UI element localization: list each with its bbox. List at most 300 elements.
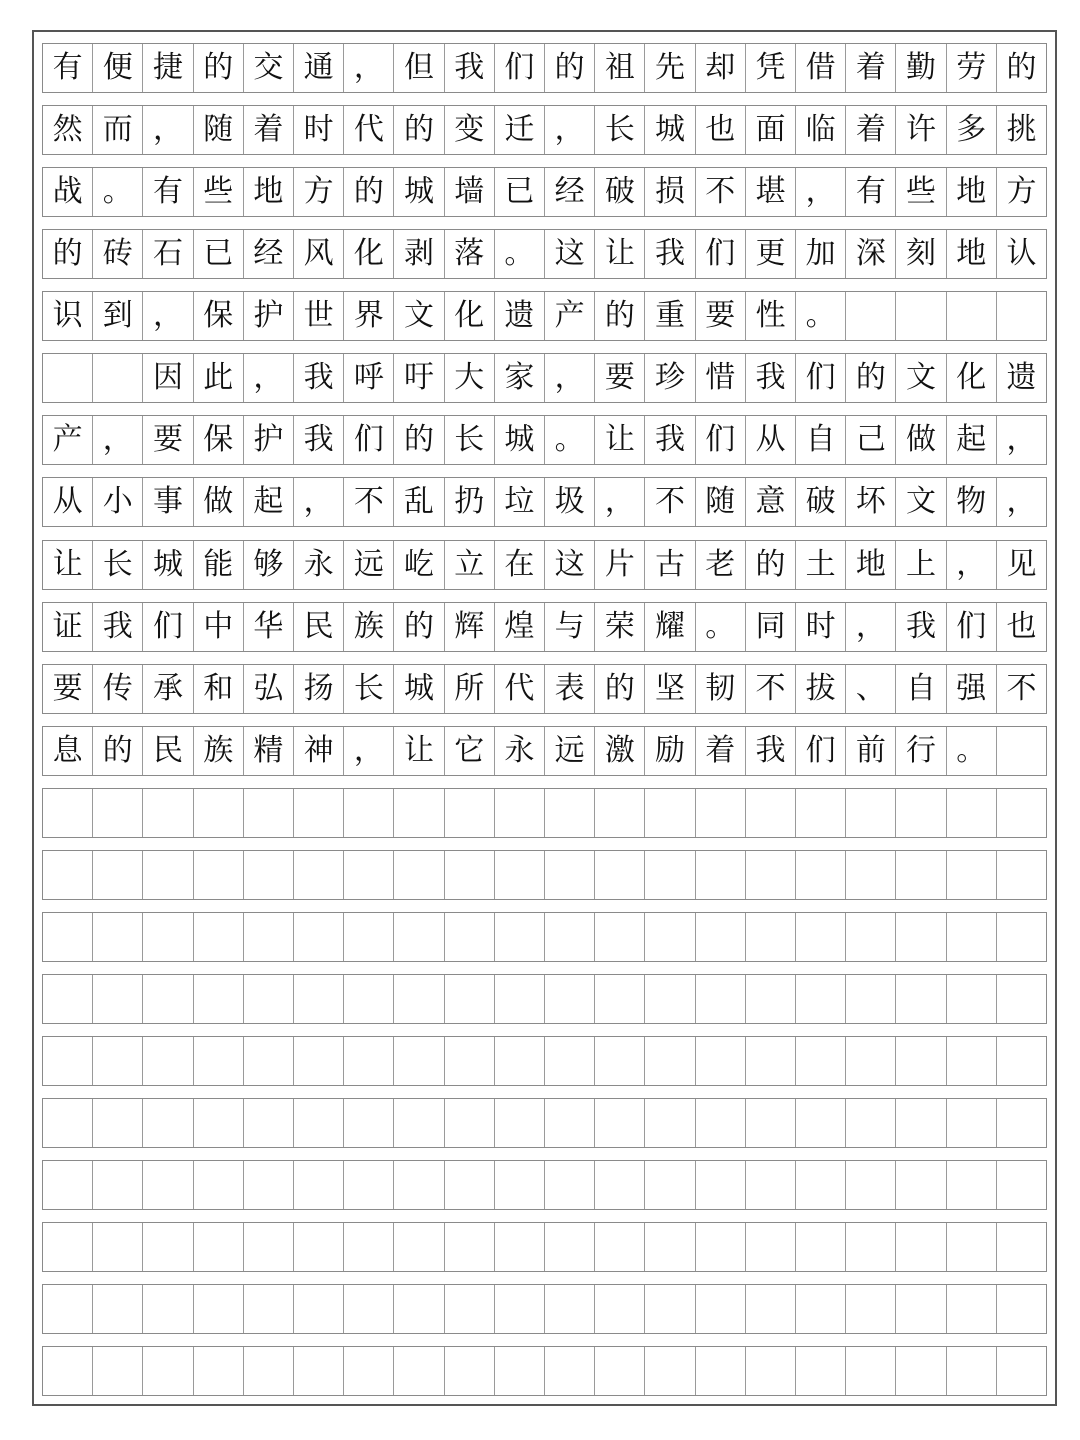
grid-cell [696, 1037, 746, 1085]
grid-cell [294, 1347, 344, 1395]
grid-cell [93, 1223, 143, 1271]
grid-cell: ， [947, 541, 997, 589]
grid-cell [947, 1161, 997, 1209]
grid-cell: 所 [445, 665, 495, 713]
grid-cell [896, 789, 946, 837]
grid-cell: 强 [947, 665, 997, 713]
grid-cell: 能 [194, 541, 244, 589]
grid-cell [194, 1161, 244, 1209]
grid-cell [545, 1223, 595, 1271]
grid-cell [997, 851, 1046, 899]
grid-cell [796, 789, 846, 837]
grid-cell [796, 1223, 846, 1271]
grid-cell [696, 975, 746, 1023]
grid-cell: 我 [445, 44, 495, 92]
grid-cell: 、 [846, 665, 896, 713]
grid-cell [344, 1285, 394, 1333]
grid-cell: 与 [545, 603, 595, 651]
grid-cell: 不 [696, 168, 746, 216]
grid-cell: 的 [595, 292, 645, 340]
grid-cell [194, 913, 244, 961]
grid-cell [645, 913, 695, 961]
grid-cell: 前 [846, 727, 896, 775]
grid-cell [947, 292, 997, 340]
grid-cell: 护 [244, 416, 294, 464]
grid-cell [997, 292, 1046, 340]
grid-cell [143, 1037, 193, 1085]
grid-cell [344, 1347, 394, 1395]
grid-row [42, 167, 1047, 217]
grid-cell: ， [344, 44, 394, 92]
grid-cell: 见 [1006, 547, 1037, 582]
grid-cell [495, 1223, 545, 1271]
grid-cell: 已 [495, 168, 545, 216]
grid-cell: 随 [194, 106, 244, 154]
grid-cell: 。 [545, 416, 595, 464]
grid-row [42, 850, 1047, 900]
grid-cell: 许 [896, 106, 946, 154]
grid-cell [645, 1347, 695, 1395]
grid-cell: 坏 [846, 478, 896, 526]
grid-cell: 的 [595, 665, 645, 713]
grid-cell: 。 [796, 292, 846, 340]
grid-row [42, 788, 1047, 838]
grid-cell [696, 1099, 746, 1147]
grid-cell: 承 [143, 665, 193, 713]
grid-cell [143, 1223, 193, 1271]
grid-cell: 不 [1006, 671, 1037, 706]
grid-cell: 古 [645, 541, 695, 589]
grid-cell [645, 1223, 695, 1271]
grid-cell [344, 789, 394, 837]
grid-cell: 要 [696, 292, 746, 340]
grid-cell: 地 [947, 230, 997, 278]
grid-row [42, 415, 1047, 465]
grid-row [42, 602, 1047, 652]
grid-cell [93, 913, 143, 961]
grid-cell [746, 1223, 796, 1271]
grid-cell: 扬 [294, 665, 344, 713]
grid-cell [394, 789, 444, 837]
grid-cell: 老 [696, 541, 746, 589]
grid-cell [294, 1161, 344, 1209]
grid-cell: 堪 [746, 168, 796, 216]
grid-cell [796, 1099, 846, 1147]
grid-cell: 护 [244, 292, 294, 340]
grid-row [42, 43, 1047, 93]
grid-cell [394, 1285, 444, 1333]
grid-cell: 文 [896, 478, 946, 526]
grid-row [42, 1222, 1047, 1272]
grid-cell [896, 1347, 946, 1395]
grid-cell [93, 1347, 143, 1395]
grid-row [42, 726, 1047, 776]
grid-cell [846, 1347, 896, 1395]
grid-cell: 行 [896, 727, 946, 775]
grid-cell: 的 [43, 230, 93, 278]
grid-cell: 的 [545, 44, 595, 92]
grid-cell [93, 975, 143, 1023]
grid-cell [394, 1161, 444, 1209]
grid-cell [796, 1161, 846, 1209]
grid-cell: 圾 [545, 478, 595, 526]
grid-cell [696, 1347, 746, 1395]
grid-cell: 让 [394, 727, 444, 775]
grid-cell: 遗 [495, 292, 545, 340]
grid-cell [194, 1285, 244, 1333]
grid-cell [997, 1037, 1046, 1085]
grid-cell: 方 [294, 168, 344, 216]
grid-cell: 有 [143, 168, 193, 216]
grid-cell [846, 1161, 896, 1209]
grid-cell: 珍 [645, 354, 695, 402]
grid-cell: 起 [947, 416, 997, 464]
grid-cell: 这 [545, 541, 595, 589]
grid-row [42, 353, 1047, 403]
grid-cell [495, 789, 545, 837]
grid-cell: 也 [696, 106, 746, 154]
grid-cell: 落 [445, 230, 495, 278]
grid-cell: 的 [394, 416, 444, 464]
grid-cell: 事 [143, 478, 193, 526]
grid-cell [244, 913, 294, 961]
grid-cell: 刻 [896, 230, 946, 278]
grid-cell: 勤 [896, 44, 946, 92]
grid-cell: 息 [43, 727, 93, 775]
grid-cell [846, 1037, 896, 1085]
grid-row [42, 912, 1047, 962]
grid-cell: 华 [244, 603, 294, 651]
grid-cell: ， [545, 106, 595, 154]
grid-cell [244, 1037, 294, 1085]
grid-cell: 性 [746, 292, 796, 340]
grid-cell: 捷 [143, 44, 193, 92]
grid-cell: 韧 [696, 665, 746, 713]
grid-cell: 和 [194, 665, 244, 713]
grid-cell: 城 [143, 541, 193, 589]
grid-cell: 遗 [1006, 360, 1037, 395]
grid-cell [696, 851, 746, 899]
grid-cell: 但 [394, 44, 444, 92]
grid-cell [947, 975, 997, 1023]
grid-cell: 保 [194, 292, 244, 340]
grid-cell [143, 851, 193, 899]
grid-cell: 的 [344, 168, 394, 216]
grid-cell [746, 1099, 796, 1147]
grid-cell: 长 [93, 541, 143, 589]
grid-cell [796, 1347, 846, 1395]
grid-cell [645, 1161, 695, 1209]
grid-cell: 乱 [394, 478, 444, 526]
grid-cell: 。 [93, 168, 143, 216]
grid-cell [43, 1099, 93, 1147]
grid-cell [595, 1161, 645, 1209]
grid-cell: 凭 [746, 44, 796, 92]
grid-cell [445, 1037, 495, 1085]
grid-cell: 民 [143, 727, 193, 775]
grid-cell: 永 [294, 541, 344, 589]
grid-cell: ， [344, 727, 394, 775]
grid-cell: 变 [445, 106, 495, 154]
grid-cell [143, 789, 193, 837]
grid-cell: 挑 [1006, 112, 1037, 147]
grid-cell: 大 [445, 354, 495, 402]
grid-cell: 更 [746, 230, 796, 278]
grid-cell [194, 1037, 244, 1085]
grid-cell [445, 975, 495, 1023]
grid-cell: 我 [746, 727, 796, 775]
grid-cell: 着 [846, 44, 896, 92]
grid-cell [43, 1347, 93, 1395]
grid-cell: 要 [43, 665, 93, 713]
grid-cell: 们 [696, 416, 746, 464]
grid-cell [645, 1099, 695, 1147]
grid-cell: 文 [394, 292, 444, 340]
grid-cell [495, 851, 545, 899]
grid-cell [595, 1037, 645, 1085]
grid-cell: 要 [143, 416, 193, 464]
grid-cell [595, 1285, 645, 1333]
grid-cell: 族 [194, 727, 244, 775]
grid-row [42, 974, 1047, 1024]
grid-cell: 产 [43, 416, 93, 464]
grid-cell [43, 1285, 93, 1333]
grid-cell [194, 1347, 244, 1395]
grid-cell: 地 [244, 168, 294, 216]
grid-cell [244, 1223, 294, 1271]
grid-cell: 惜 [696, 354, 746, 402]
grid-row [42, 1036, 1047, 1086]
grid-cell [143, 1347, 193, 1395]
grid-cell: 深 [846, 230, 896, 278]
grid-cell: ， [244, 354, 294, 402]
grid-cell: 不 [746, 665, 796, 713]
grid-cell [43, 1037, 93, 1085]
grid-cell: 做 [896, 416, 946, 464]
grid-cell: 意 [746, 478, 796, 526]
grid-cell [344, 851, 394, 899]
grid-cell [746, 1037, 796, 1085]
grid-cell: 远 [545, 727, 595, 775]
grid-cell [344, 975, 394, 1023]
grid-cell: 先 [645, 44, 695, 92]
grid-cell: 着 [696, 727, 746, 775]
grid-cell [244, 1161, 294, 1209]
grid-cell [194, 851, 244, 899]
grid-cell [93, 1037, 143, 1085]
grid-cell [645, 1037, 695, 1085]
grid-cell [997, 1285, 1046, 1333]
grid-cell: 让 [43, 541, 93, 589]
grid-cell: 砖 [93, 230, 143, 278]
grid-cell [846, 913, 896, 961]
grid-cell: 的 [846, 354, 896, 402]
grid-cell: 些 [896, 168, 946, 216]
grid-cell: 从 [43, 478, 93, 526]
grid-cell: 坚 [645, 665, 695, 713]
grid-cell [445, 1099, 495, 1147]
grid-cell [394, 851, 444, 899]
grid-cell: 长 [595, 106, 645, 154]
grid-cell [93, 851, 143, 899]
grid-cell: 远 [344, 541, 394, 589]
grid-cell [344, 1099, 394, 1147]
grid-cell [294, 1223, 344, 1271]
grid-cell: 战 [43, 168, 93, 216]
grid-cell [445, 789, 495, 837]
grid-row [42, 229, 1047, 279]
grid-cell [495, 1037, 545, 1085]
grid-cell: 辉 [445, 603, 495, 651]
grid-cell [43, 789, 93, 837]
grid-cell: 方 [1006, 174, 1037, 209]
grid-cell [896, 1285, 946, 1333]
grid-cell [244, 975, 294, 1023]
grid-cell: 垃 [495, 478, 545, 526]
grid-cell: 剥 [394, 230, 444, 278]
grid-cell [947, 1347, 997, 1395]
grid-cell: 迁 [495, 106, 545, 154]
grid-cell: 片 [595, 541, 645, 589]
grid-cell [746, 975, 796, 1023]
grid-cell: 精 [244, 727, 294, 775]
grid-cell: 立 [445, 541, 495, 589]
grid-cell: 小 [93, 478, 143, 526]
grid-cell [194, 1099, 244, 1147]
grid-cell [947, 1037, 997, 1085]
grid-cell [545, 851, 595, 899]
grid-cell [194, 789, 244, 837]
grid-cell: 扔 [445, 478, 495, 526]
grid-cell [194, 1223, 244, 1271]
grid-cell [43, 1223, 93, 1271]
grid-cell: 加 [796, 230, 846, 278]
grid-cell: 文 [896, 354, 946, 402]
grid-cell [43, 354, 93, 402]
grid-cell: 此 [194, 354, 244, 402]
grid-cell [143, 913, 193, 961]
grid-cell: 城 [394, 168, 444, 216]
grid-cell: 煌 [495, 603, 545, 651]
grid-cell [244, 1285, 294, 1333]
grid-row [42, 1098, 1047, 1148]
grid-cell [143, 1099, 193, 1147]
grid-cell [244, 1347, 294, 1395]
grid-row [42, 1346, 1047, 1396]
grid-cell [696, 913, 746, 961]
grid-cell: 们 [947, 603, 997, 651]
grid-cell [394, 913, 444, 961]
grid-cell: 自 [796, 416, 846, 464]
grid-cell: 破 [796, 478, 846, 526]
grid-cell: 要 [595, 354, 645, 402]
grid-cell [244, 789, 294, 837]
grid-cell [294, 975, 344, 1023]
grid-cell: 地 [947, 168, 997, 216]
grid-cell [344, 913, 394, 961]
grid-cell [495, 1285, 545, 1333]
grid-cell: 神 [294, 727, 344, 775]
grid-cell: 而 [93, 106, 143, 154]
grid-cell [143, 1161, 193, 1209]
grid-cell [595, 789, 645, 837]
grid-cell: 弘 [244, 665, 294, 713]
grid-cell: 在 [495, 541, 545, 589]
grid-cell [796, 1285, 846, 1333]
grid-cell: 我 [746, 354, 796, 402]
grid-cell: 已 [194, 230, 244, 278]
grid-cell [997, 727, 1046, 775]
grid-cell: 我 [294, 416, 344, 464]
grid-cell: 从 [746, 416, 796, 464]
grid-cell [545, 913, 595, 961]
grid-cell [696, 789, 746, 837]
grid-cell [545, 1037, 595, 1085]
grid-cell [997, 1223, 1046, 1271]
grid-cell: ， [796, 168, 846, 216]
grid-cell: 交 [244, 44, 294, 92]
grid-cell [947, 851, 997, 899]
grid-cell: 时 [294, 106, 344, 154]
grid-cell: 上 [896, 541, 946, 589]
grid-cell [43, 975, 93, 1023]
grid-cell [495, 1161, 545, 1209]
grid-cell [846, 975, 896, 1023]
grid-row [42, 1284, 1047, 1334]
grid-cell [344, 1037, 394, 1085]
grid-cell [696, 1223, 746, 1271]
grid-cell: 石 [143, 230, 193, 278]
grid-cell: ， [595, 478, 645, 526]
grid-cell: 的 [194, 44, 244, 92]
grid-cell [445, 1347, 495, 1395]
grid-cell [896, 1037, 946, 1085]
grid-cell: 起 [244, 478, 294, 526]
grid-cell [93, 1099, 143, 1147]
grid-row [42, 540, 1047, 590]
grid-cell: 通 [294, 44, 344, 92]
grid-cell [846, 851, 896, 899]
grid-cell: ， [143, 106, 193, 154]
grid-cell: 破 [595, 168, 645, 216]
grid-cell: 城 [645, 106, 695, 154]
grid-cell: 们 [344, 416, 394, 464]
grid-cell: 也 [1006, 609, 1037, 644]
grid-cell: 风 [294, 230, 344, 278]
grid-cell: 世 [294, 292, 344, 340]
grid-cell [947, 1223, 997, 1271]
grid-cell [595, 1223, 645, 1271]
grid-cell [194, 975, 244, 1023]
grid-cell: 证 [43, 603, 93, 651]
grid-cell: 家 [495, 354, 545, 402]
grid-cell [645, 1285, 695, 1333]
grid-cell: 让 [595, 230, 645, 278]
grid-cell: 的 [746, 541, 796, 589]
grid-cell: 表 [545, 665, 595, 713]
grid-cell: 族 [344, 603, 394, 651]
grid-cell: 有 [43, 44, 93, 92]
grid-cell: 重 [645, 292, 695, 340]
grid-cell [796, 1037, 846, 1085]
grid-cell [846, 1285, 896, 1333]
grid-cell [545, 1285, 595, 1333]
grid-cell [495, 1347, 545, 1395]
grid-cell: 们 [143, 603, 193, 651]
grid-cell: 不 [344, 478, 394, 526]
grid-cell [445, 851, 495, 899]
grid-cell: 中 [194, 603, 244, 651]
